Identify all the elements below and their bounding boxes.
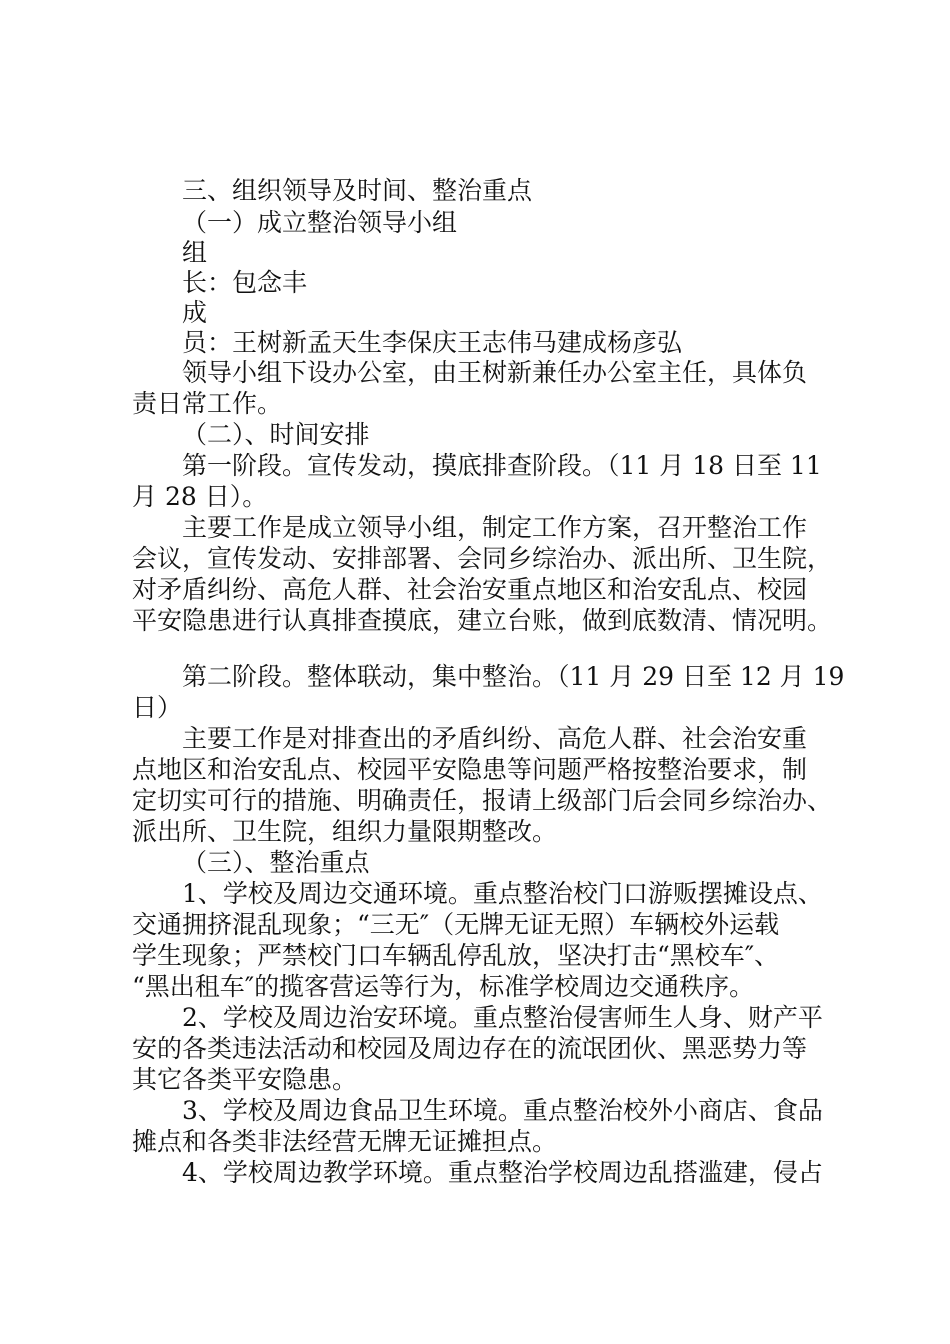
paragraph-line: 月 28 日）。 <box>132 482 268 511</box>
paragraph-line: 第二阶段。整体联动，集中整治。（11 月 29 日至 12 月 19 <box>182 662 845 691</box>
paragraph-line: 3、学校及周边食品卫生环境。重点整治校外小商店、食品 <box>182 1096 823 1125</box>
text-line: 组 <box>182 238 208 267</box>
paragraph-line: 交通拥挤混乱现象；“三无″（无牌无证无照）车辆校外运载 <box>132 910 780 939</box>
paragraph-line: “黑出租车″的揽客营运等行为，标准学校周边交通秩序。 <box>132 972 755 1001</box>
paragraph-line: 2、学校及周边治安环境。重点整治侵害师生人身、财产平 <box>182 1003 823 1032</box>
paragraph-line: 主要工作是对排查出的矛盾纠纷、高危人群、社会治安重 <box>182 724 808 753</box>
text-line: 员：王树新孟天生李保庆王志伟马建成杨彦弘 <box>182 328 683 357</box>
paragraph-line: 责日常工作。 <box>132 389 283 418</box>
paragraph-line: 其它各类平安隐患。 <box>132 1065 358 1094</box>
paragraph-line: 安的各类违法活动和校园及周边存在的流氓团伙、黑恶势力等 <box>132 1034 808 1063</box>
text-line: 长：包念丰 <box>182 268 308 297</box>
paragraph-line: 1、学校及周边交通环境。重点整治校门口游贩摆摊设点、 <box>182 879 823 908</box>
paragraph-line: 定切实可行的措施、明确责任，报请上级部门后会同乡综治办、 <box>132 786 833 815</box>
paragraph-line: 派出所、卫生院，组织力量限期整改。 <box>132 817 558 846</box>
text-line: 成 <box>182 298 208 327</box>
paragraph-line: 学生现象；严禁校门口车辆乱停乱放，坚决打击“黑校车″、 <box>132 941 780 970</box>
section-heading: 三、组织领导及时间、整治重点 <box>182 176 533 205</box>
paragraph-line: 摊点和各类非法经营无牌无证摊担点。 <box>132 1127 558 1156</box>
paragraph-line: 点地区和治安乱点、校园平安隐患等问题严格按整治要求，制 <box>132 755 808 784</box>
paragraph-line: 第一阶段。宣传发动，摸底排查阶段。（11 月 18 日至 11 <box>182 451 822 480</box>
paragraph-line: 平安隐患进行认真排查摸底，建立台账，做到底数清、情况明。 <box>132 606 833 635</box>
paragraph-line: 日） <box>132 693 183 722</box>
paragraph-line: 4、学校周边教学环境。重点整治学校周边乱搭滥建，侵占 <box>182 1158 823 1187</box>
paragraph-line: 对矛盾纠纷、高危人群、社会治安重点地区和治安乱点、校园 <box>132 575 808 604</box>
paragraph-line: 领导小组下设办公室，由王树新兼任办公室主任，具体负 <box>182 358 808 387</box>
subsection-heading: （三）、整治重点 <box>182 848 370 877</box>
paragraph-line: 主要工作是成立领导小组，制定工作方案，召开整治工作 <box>182 513 808 542</box>
subsection-heading: （二）、时间安排 <box>182 420 370 449</box>
subsection-heading: （一）成立整治领导小组 <box>182 208 458 237</box>
paragraph-line: 会议，宣传发动、安排部署、会同乡综治办、派出所、卫生院， <box>132 544 833 573</box>
